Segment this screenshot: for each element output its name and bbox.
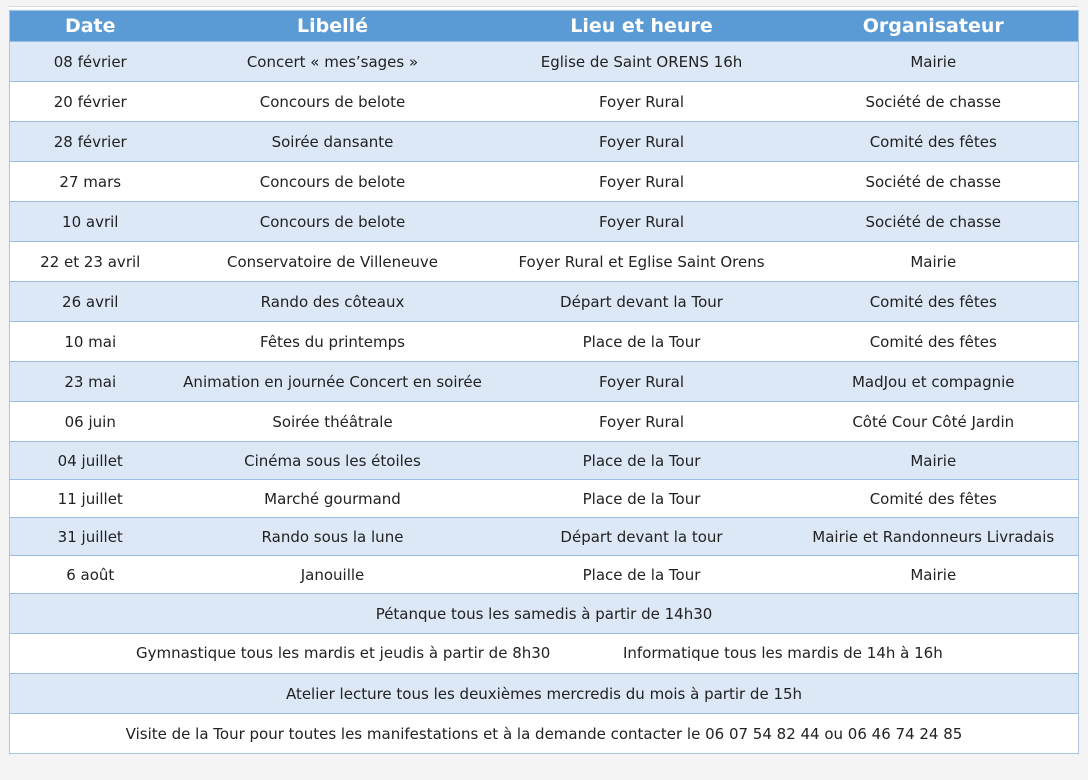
cell-lieu: Foyer Rural xyxy=(495,362,789,402)
cell-organisateur: Société de chasse xyxy=(789,202,1079,242)
cell-date: 10 mai xyxy=(10,322,171,362)
cell-date: 04 juillet xyxy=(10,442,171,480)
footer-gym: Gymnastique tous les mardis et jeudis à partir de 8h30 xyxy=(136,644,551,662)
cell-organisateur: MadJou et compagnie xyxy=(789,362,1079,402)
cell-organisateur: Comité des fêtes xyxy=(789,282,1079,322)
cell-libelle: Soirée théâtrale xyxy=(171,402,495,442)
cell-lieu: Foyer Rural xyxy=(495,82,789,122)
footer-petanque: Pétanque tous les samedis à partir de 14h30 xyxy=(10,594,1079,634)
footer-visite: Visite de la Tour pour toutes les manifestations et à la demande contacter le 06 07 54 82 44 ou 06 46 74 24 85 xyxy=(10,714,1079,754)
cell-date: 31 juillet xyxy=(10,518,171,556)
cell-date: 06 juin xyxy=(10,402,171,442)
footer-row-gym-info xyxy=(10,634,1079,674)
cell-organisateur: Mairie xyxy=(789,242,1079,282)
footer-gym-info-cell xyxy=(10,634,1079,674)
cell-libelle: Concours de belote xyxy=(171,202,495,242)
cell-lieu: Foyer Rural xyxy=(495,202,789,242)
header-libelle: Libellé xyxy=(171,11,495,42)
table-row xyxy=(10,362,1079,402)
table-row xyxy=(10,202,1079,242)
cell-date: 28 février xyxy=(10,122,171,162)
top-rule xyxy=(9,6,1078,9)
cell-organisateur: Société de chasse xyxy=(789,82,1079,122)
table-row xyxy=(10,282,1079,322)
cell-date: 08 février xyxy=(10,42,171,82)
cell-date: 26 avril xyxy=(10,282,171,322)
cell-date: 23 mai xyxy=(10,362,171,402)
cell-lieu: Eglise de Saint ORENS 16h xyxy=(495,42,789,82)
header-row xyxy=(10,11,1079,42)
cell-lieu: Place de la Tour xyxy=(495,442,789,480)
cell-organisateur: Comité des fêtes xyxy=(789,122,1079,162)
cell-organisateur: Mairie xyxy=(789,42,1079,82)
table-row xyxy=(10,322,1079,362)
cell-lieu: Foyer Rural et Eglise Saint Orens xyxy=(495,242,789,282)
cell-libelle: Concert « mes’sages » xyxy=(171,42,495,82)
table-row xyxy=(10,82,1079,122)
events-table xyxy=(9,10,1079,754)
cell-organisateur: Société de chasse xyxy=(789,162,1079,202)
cell-date: 27 mars xyxy=(10,162,171,202)
footer-row-lecture xyxy=(10,674,1079,714)
footer-row-petanque xyxy=(10,594,1079,634)
cell-date: 22 et 23 avril xyxy=(10,242,171,282)
table-row xyxy=(10,42,1079,82)
footer-row-visite xyxy=(10,714,1079,754)
cell-organisateur: Côté Cour Côté Jardin xyxy=(789,402,1079,442)
cell-lieu: Départ devant la tour xyxy=(495,518,789,556)
cell-date: 10 avril xyxy=(10,202,171,242)
cell-lieu: Foyer Rural xyxy=(495,402,789,442)
cell-lieu: Foyer Rural xyxy=(495,122,789,162)
cell-libelle: Animation en journée Concert en soirée xyxy=(171,362,495,402)
cell-libelle: Marché gourmand xyxy=(171,480,495,518)
table-row xyxy=(10,402,1079,442)
table-row xyxy=(10,442,1079,480)
cell-date: 6 août xyxy=(10,556,171,594)
cell-organisateur: Comité des fêtes xyxy=(789,480,1079,518)
cell-libelle: Janouille xyxy=(171,556,495,594)
cell-libelle: Rando sous la lune xyxy=(171,518,495,556)
table-row xyxy=(10,122,1079,162)
footer-info: Informatique tous les mardis de 14h à 16h xyxy=(623,644,943,662)
cell-lieu: Place de la Tour xyxy=(495,556,789,594)
cell-lieu: Place de la Tour xyxy=(495,480,789,518)
header-lieu: Lieu et heure xyxy=(495,11,789,42)
cell-libelle: Concours de belote xyxy=(171,162,495,202)
cell-lieu: Départ devant la Tour xyxy=(495,282,789,322)
table-row xyxy=(10,480,1079,518)
header-date: Date xyxy=(10,11,171,42)
cell-libelle: Soirée dansante xyxy=(171,122,495,162)
cell-organisateur: Comité des fêtes xyxy=(789,322,1079,362)
cell-libelle: Concours de belote xyxy=(171,82,495,122)
cell-libelle: Conservatoire de Villeneuve xyxy=(171,242,495,282)
header-organisateur: Organisateur xyxy=(789,11,1079,42)
table-row xyxy=(10,162,1079,202)
cell-organisateur: Mairie xyxy=(789,556,1079,594)
cell-date: 20 février xyxy=(10,82,171,122)
cell-organisateur: Mairie xyxy=(789,442,1079,480)
cell-libelle: Rando des côteaux xyxy=(171,282,495,322)
table-row xyxy=(10,556,1079,594)
table-row xyxy=(10,242,1079,282)
cell-libelle: Fêtes du printemps xyxy=(171,322,495,362)
cell-date: 11 juillet xyxy=(10,480,171,518)
cell-organisateur: Mairie et Randonneurs Livradais xyxy=(789,518,1079,556)
table-row xyxy=(10,518,1079,556)
cell-libelle: Cinéma sous les étoiles xyxy=(171,442,495,480)
footer-lecture: Atelier lecture tous les deuxièmes mercredis du mois à partir de 15h xyxy=(10,674,1079,714)
cell-lieu: Foyer Rural xyxy=(495,162,789,202)
cell-lieu: Place de la Tour xyxy=(495,322,789,362)
